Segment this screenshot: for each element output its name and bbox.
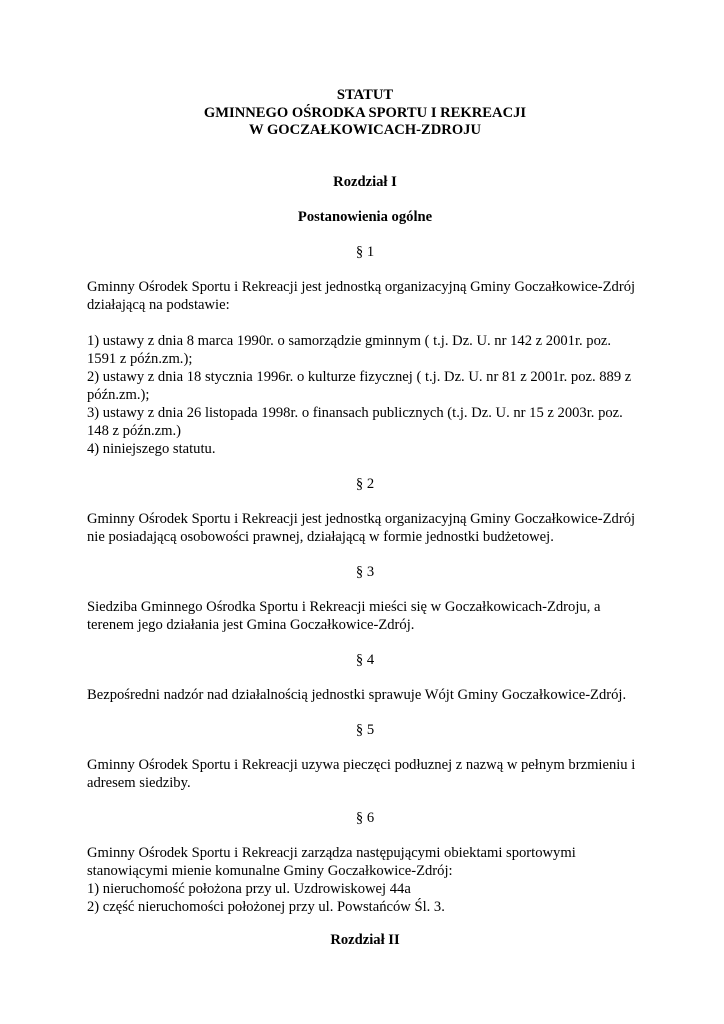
text-line: terenem jego działania jest Gmina Goczałkowice-Zdrój.: [87, 616, 415, 633]
title-line: GMINNEGO OŚRODKA SPORTU I REKREACJI: [203, 104, 527, 121]
section-sign: § 6: [355, 809, 375, 826]
list-item: późn.zm.);: [87, 386, 150, 403]
list-item: 1591 z późn.zm.);: [87, 350, 193, 367]
title-line: STATUT: [336, 87, 394, 103]
section-text: [87, 756, 643, 792]
list-item: 2) ustawy z dnia 18 stycznia 1996r. o kulturze fizycznej ( t.j. Dz. U. nr 81 z 2001r. poz. 889 z: [87, 368, 632, 385]
list-item: 4) niniejszego statutu.: [87, 440, 216, 457]
list-item: 148 z późn.zm.): [87, 422, 182, 439]
section-sign: § 3: [355, 563, 375, 580]
legal-basis-list: [87, 332, 643, 458]
document-title: [87, 87, 643, 140]
text-line: Bezpośredni nadzór nad działalnością jednostki sprawuje Wójt Gminy Goczałkowice-Zdrój.: [87, 686, 627, 703]
section-sign: § 2: [355, 475, 375, 492]
text-line: nie posiadającą osobowości prawnej, działającą w formie jednostki budżetowej.: [87, 528, 554, 545]
title-line: W GOCZAŁKOWICACH-ZDROJU: [248, 122, 482, 138]
text-line: działającą na podstawie:: [87, 296, 230, 313]
chapter-heading: Rozdział II: [330, 931, 400, 948]
text-line: Gminny Ośrodek Sportu i Rekreacji zarządza następującymi obiektami sportowymi: [87, 844, 576, 861]
chapter-heading: Rozdział I: [333, 173, 397, 190]
list-item: 2) część nieruchomości położonej przy ul. Powstańców Śl. 3.: [87, 898, 445, 915]
list-item: 1) ustawy z dnia 8 marca 1990r. o samorządzie gminnym ( t.j. Dz. U. nr 142 z 2001r. poz.: [87, 332, 612, 349]
text-line: stanowiącymi mienie komunalne Gminy Goczałkowice-Zdrój:: [87, 862, 453, 879]
section-text: [87, 844, 643, 916]
text-line: Gminny Ośrodek Sportu i Rekreacji jest jednostką organizacyjną Gminy Goczałkowice-Zdrój: [87, 510, 636, 527]
text-line: Gminny Ośrodek Sportu i Rekreacji jest jednostką organizacyjną Gminy Goczałkowice-Zdrój: [87, 278, 636, 295]
list-item: 1) nieruchomość położona przy ul. Uzdrowiskowej 44a: [87, 880, 411, 897]
section-text: [87, 278, 643, 314]
section-sign: § 4: [355, 651, 375, 668]
section-text: [87, 686, 643, 704]
document-content: [87, 87, 643, 949]
chapter-subtitle: Postanowienia ogólne: [297, 208, 433, 225]
section-sign: § 5: [355, 721, 375, 738]
text-line: adresem siedziby.: [87, 774, 191, 791]
section-text: [87, 510, 643, 546]
section-text: [87, 598, 643, 634]
text-line: Gminny Ośrodek Sportu i Rekreacji uzywa pieczęci podłuznej z nazwą w pełnym brzmieniu i: [87, 756, 636, 773]
text-line: Siedziba Gminnego Ośrodka Sportu i Rekreacji mieści się w Goczałkowicach-Zdroju, a: [87, 598, 601, 615]
list-item: 3) ustawy z dnia 26 listopada 1998r. o finansach publicznych (t.j. Dz. U. nr 15 z 2003r. poz.: [87, 404, 623, 421]
section-sign: § 1: [355, 243, 375, 260]
